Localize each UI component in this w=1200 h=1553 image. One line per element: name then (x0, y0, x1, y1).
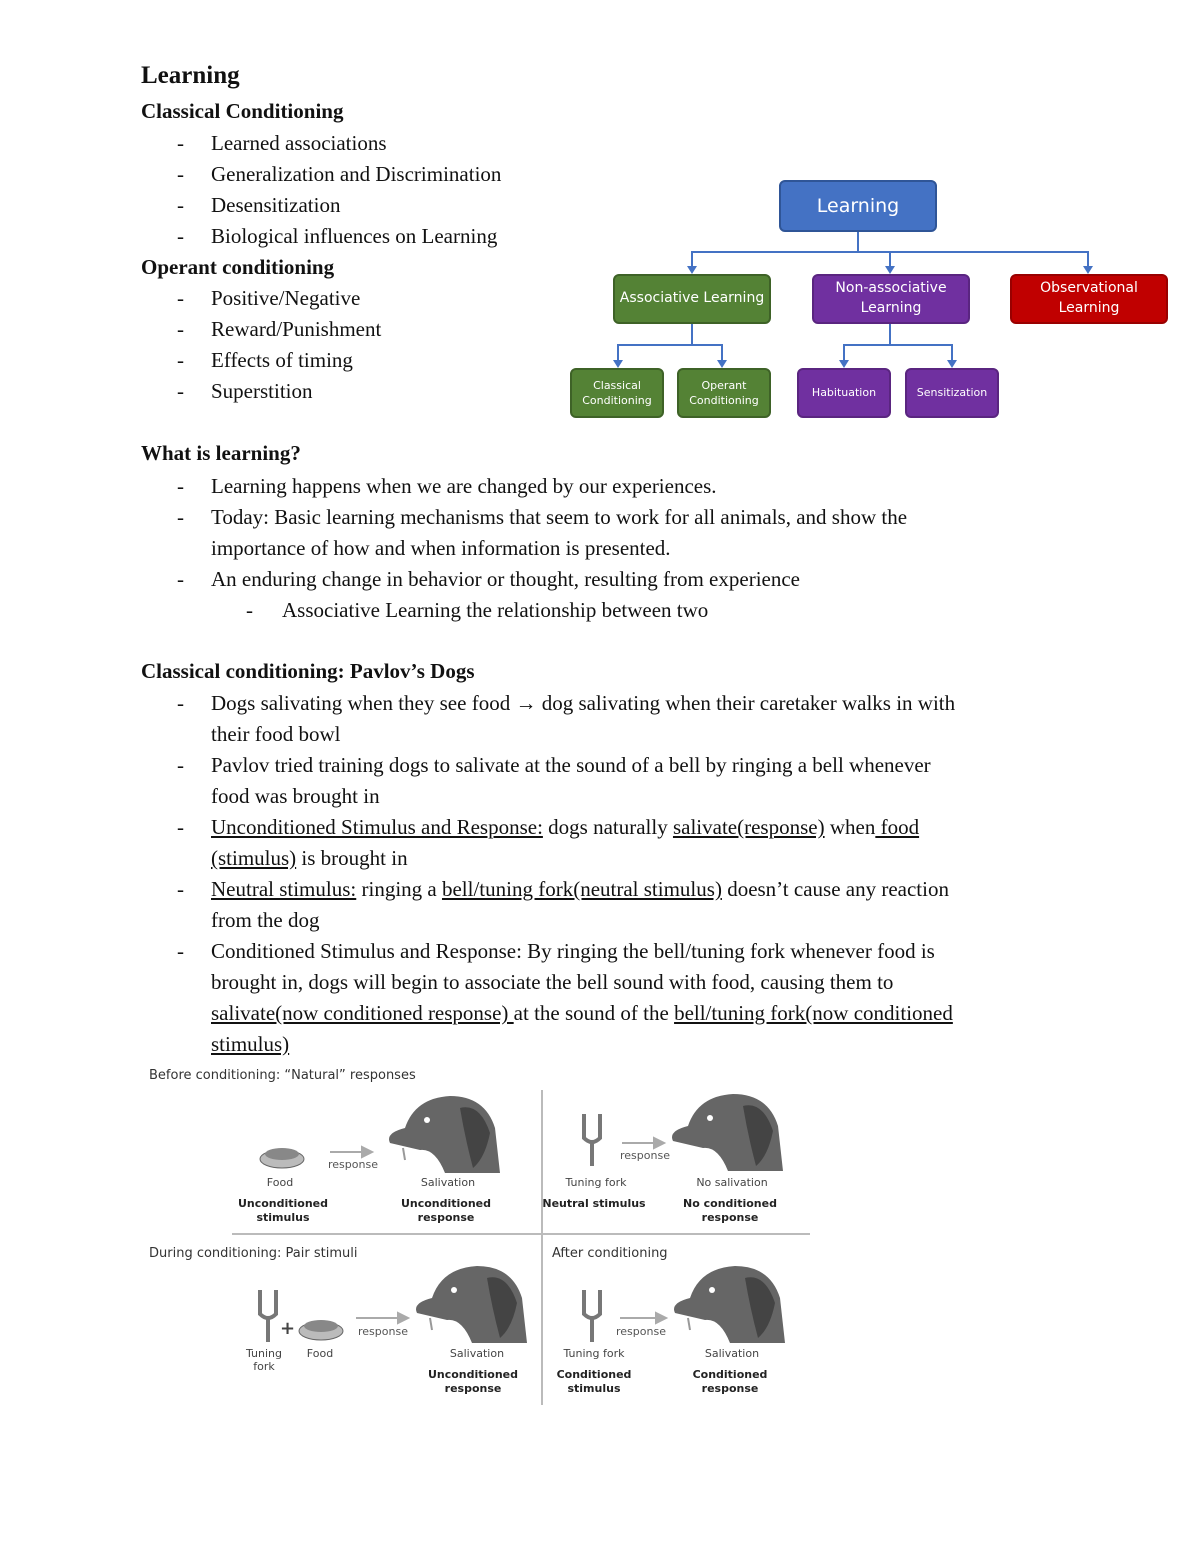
list-item: - Learning happens when we are changed by our experiences. (141, 471, 1101, 502)
response-label: response (328, 1158, 378, 1171)
caption-salivation: Salivation (704, 1347, 760, 1360)
term: (stimulus) (211, 846, 297, 870)
list-item: - Desensitization (141, 190, 501, 221)
list-item: - Generalization and Discrimination (141, 159, 501, 190)
line: brought in, dogs will begin to associate the bell sound with food, causing them to (211, 970, 894, 994)
caption-food: Food (266, 1176, 294, 1189)
text: when (824, 815, 876, 839)
caption-salivation: Salivation (420, 1176, 476, 1189)
list-item: - Reward/Punishment (141, 314, 381, 345)
tuning-fork-icon (580, 1288, 604, 1344)
line: Conditioned Stimulus and Response: By ringing the bell/tuning fork whenever food is (211, 939, 935, 963)
term: Unconditioned Stimulus and Response: (211, 815, 543, 839)
list-item: - Biological influences on Learning (141, 221, 501, 252)
caption-salivation: Salivation (449, 1347, 505, 1360)
response-label: response (616, 1325, 666, 1338)
caption-neutral-stimulus: Neutral stimulus (542, 1197, 646, 1210)
term: bell/tuning fork(now conditioned (674, 1001, 953, 1025)
diagram-operant-conditioning: Operant Conditioning (677, 368, 771, 418)
operant-heading: Operant conditioning (141, 255, 335, 279)
line: Today: Basic learning mechanisms that seem to work for all animals, and show the (211, 505, 908, 529)
list-item: - Effects of timing (141, 345, 381, 376)
before-conditioning-label: Before conditioning: “Natural” responses (149, 1068, 416, 1083)
list-item: - Superstition (141, 376, 381, 407)
term: bell/tuning fork(neutral stimulus) (441, 877, 722, 901)
text: from the dog (211, 908, 320, 932)
list-item: - Positive/Negative (141, 283, 381, 314)
pavlov-heading: Classical conditioning: Pavlov’s Dogs (141, 659, 475, 683)
text: ringing a (356, 877, 442, 901)
diagram-habituation: Habituation (797, 368, 891, 418)
food-bowl-icon (257, 1142, 307, 1170)
term: stimulus) (211, 1032, 290, 1056)
caption-tuning-fork: Tuning fork (565, 1176, 627, 1189)
caption-fork: fork (253, 1360, 275, 1373)
text: doesn’t cause any reaction (721, 877, 949, 901)
dog-icon (668, 1086, 788, 1176)
line: Dogs salivating when they see food → dog salivating when their caretaker walks in with (211, 691, 956, 715)
caption-tuning: Tuning (245, 1347, 282, 1360)
response-label: response (620, 1149, 670, 1162)
text: is brought in (296, 846, 408, 870)
text: at the sound of the (513, 1001, 675, 1025)
after-conditioning-label: After conditioning (552, 1246, 668, 1261)
caption-food: Food (306, 1347, 334, 1360)
term: Neutral stimulus: (211, 877, 357, 901)
line: Pavlov tried training dogs to salivate at the sound of a bell by ringing a bell whenever (211, 753, 931, 777)
dog-salivating-icon (412, 1258, 532, 1348)
term: food (875, 815, 920, 839)
caption-unconditioned-stimulus: Unconditioned stimulus (237, 1197, 329, 1224)
classical-heading: Classical Conditioning (141, 99, 344, 123)
during-conditioning-label: During conditioning: Pair stimuli (149, 1246, 358, 1261)
caption-conditioned-stimulus: Conditioned stimulus (556, 1368, 632, 1395)
tuning-fork-icon (580, 1112, 604, 1168)
term: salivate(response) (672, 815, 825, 839)
sub-list-item: - Associative Learning the relationship between two (141, 595, 1101, 626)
line: food was brought in (211, 784, 380, 808)
line: their food bowl (211, 722, 341, 746)
line: importance of how and when information is presented. (211, 536, 671, 560)
diagram-associative-learning: Associative Learning (613, 274, 771, 324)
list-item: - An enduring change in behavior or thought, resulting from experience (141, 564, 1101, 595)
diagram-sensitization: Sensitization (905, 368, 999, 418)
caption-unconditioned-response: Unconditioned response (427, 1368, 519, 1395)
text: dogs naturally (542, 815, 673, 839)
caption-no-conditioned-response: No conditioned response (683, 1197, 777, 1224)
response-label: response (358, 1325, 408, 1338)
diagram-root-learning: Learning (779, 180, 937, 232)
diagram-observational-learning: Observational Learning (1010, 274, 1168, 324)
plus-sign: + (280, 1318, 296, 1339)
diagram-non-associative-learning: Non-associative Learning (812, 274, 970, 324)
caption-no-salivation: No salivation (696, 1176, 768, 1189)
dog-salivating-icon (385, 1088, 505, 1178)
diagram-classical-conditioning: Classical Conditioning (570, 368, 664, 418)
page-title: Learning (141, 62, 240, 89)
caption-unconditioned-response: Unconditioned response (400, 1197, 492, 1224)
dog-salivating-icon (670, 1258, 790, 1348)
tuning-fork-icon (256, 1288, 280, 1344)
caption-conditioned-response: Conditioned response (692, 1368, 768, 1395)
food-bowl-icon (296, 1314, 346, 1342)
list-item: - Learned associations (141, 128, 501, 159)
what-heading: What is learning? (141, 441, 301, 465)
caption-tuning-fork: Tuning fork (563, 1347, 625, 1360)
term: salivate(now conditioned response) (211, 1001, 514, 1025)
